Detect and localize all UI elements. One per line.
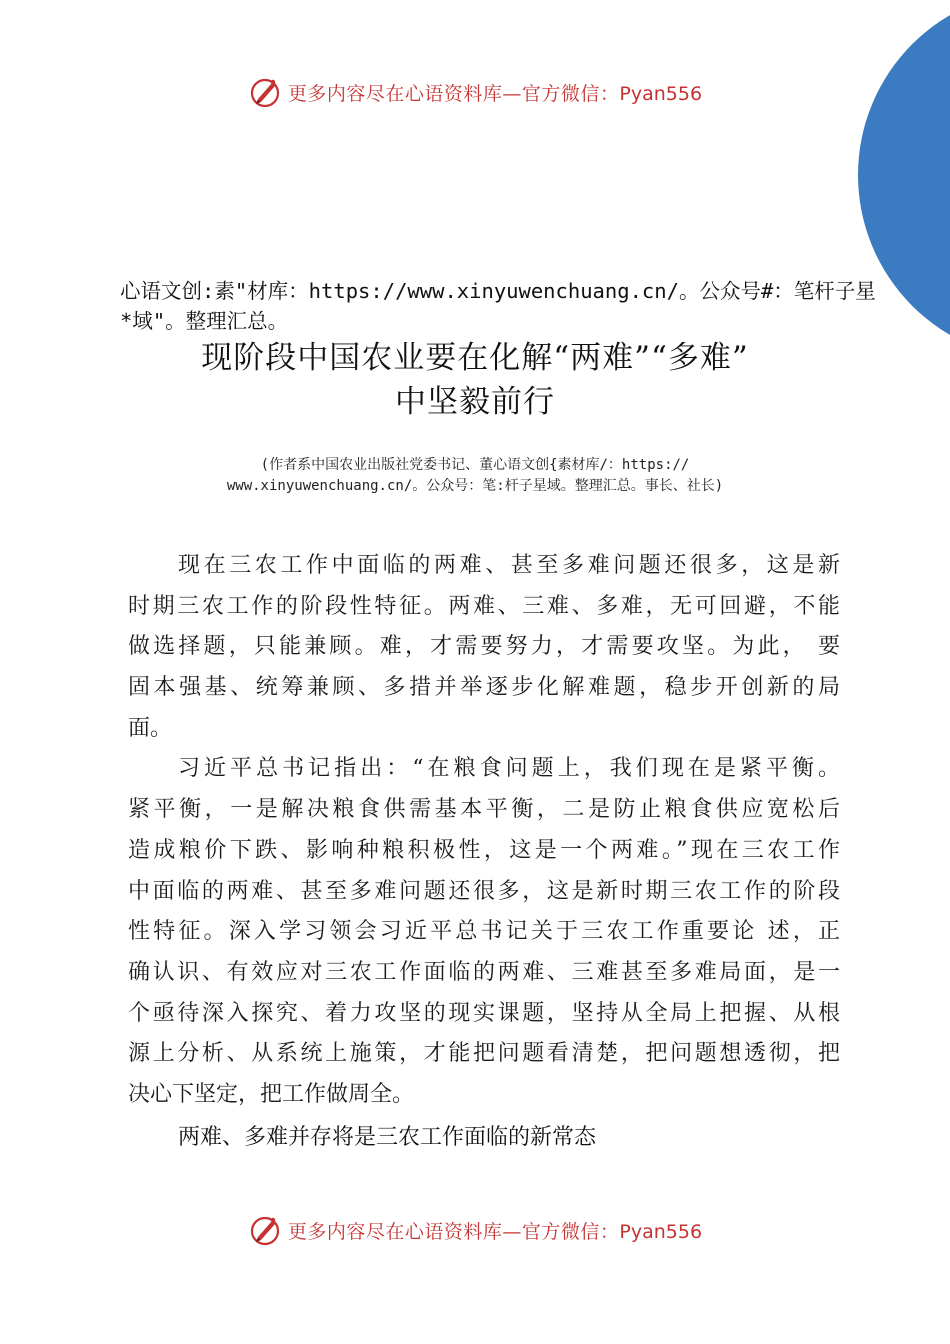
paragraph-line: 习近平总书记指出：“在粮食问题上，我们现在是紧平衡。 (178, 756, 840, 782)
paragraph-line: 决心下坚定，把工作做周全。 (128, 1081, 415, 1107)
body-text (128, 546, 840, 1116)
title-line-2: 中坚毅前行 (395, 384, 555, 420)
source-line: 心语文创:素"材库：https://www.xinyuwenchuang.cn/。公众号#：笔杆子星*域"。整理汇总。 (120, 279, 876, 333)
section-heading: 两难、多难并存将是三农工作面临的新常态 (178, 1125, 597, 1150)
paragraph (128, 749, 840, 1115)
paragraph-line: 确认识、有效应对三农工作面临的两难、三难甚至多难局面，是一 (128, 959, 840, 985)
paragraph-line: 源上分析、从系统上施策，才能把问题看清楚，把问题想透彻，把 (128, 1041, 840, 1067)
paragraph-line: 紧平衡，一是解决粮食供需基本平衡，二是防止粮食供应宽松后 (128, 797, 840, 823)
paragraph-line: 做选择题，只能兼顾。难，才需要努力，才需要攻坚。为此， 要 (128, 634, 840, 660)
paragraph-line: 造成粮价下跌、影响种粮积极性，这是一个两难。”现在三农工作 (128, 837, 840, 863)
watermark-banner-top (0, 72, 950, 112)
author-note (150, 455, 800, 497)
document-title (100, 336, 850, 424)
pen-circle-logo-icon (248, 1213, 282, 1247)
paragraph (128, 546, 840, 749)
pen-circle-logo-icon (248, 75, 282, 109)
paragraph-line: 固本强基、统筹兼顾、多措并举逐步化解难题，稳步开创新的局 (128, 675, 840, 701)
title-line-1: 现阶段中国农业要在化解“两难”“多难” (201, 340, 749, 376)
author-note-line-1: (作者系中国农业出版社党委书记、董心语文创{素材库/：https:// (260, 457, 690, 473)
watermark-text: 更多内容尽在心语资料库—官方微信：Pyan556 (287, 1220, 703, 1243)
paragraph-line: 中面临的两难、甚至多难问题还很多，这是新时期三农工作的阶段 (128, 878, 840, 904)
paragraph-line: 时期三农工作的阶段性特征。两难、三难、多难，无可回避，不能 (128, 593, 840, 619)
paragraph-line: 个亟待深入探究、着力攻坚的现实课题，坚持从全局上把握、从根 (128, 1000, 840, 1026)
author-note-line-2: www.xinyuwenchuang.cn/。公众号：笔:杆子星域。整理汇总。事长、社长) (226, 478, 724, 494)
paragraph-line: 面。 (128, 715, 173, 741)
paragraph-line: 现在三农工作中面临的两难、甚至多难问题还很多，这是新 (178, 553, 840, 578)
watermark-text: 更多内容尽在心语资料库—官方微信：Pyan556 (287, 82, 703, 105)
watermark-banner-bottom (0, 1210, 950, 1250)
paragraph-line: 性特征。深入学习领会习近平总书记关于三农工作重要论 述，正 (128, 919, 840, 945)
